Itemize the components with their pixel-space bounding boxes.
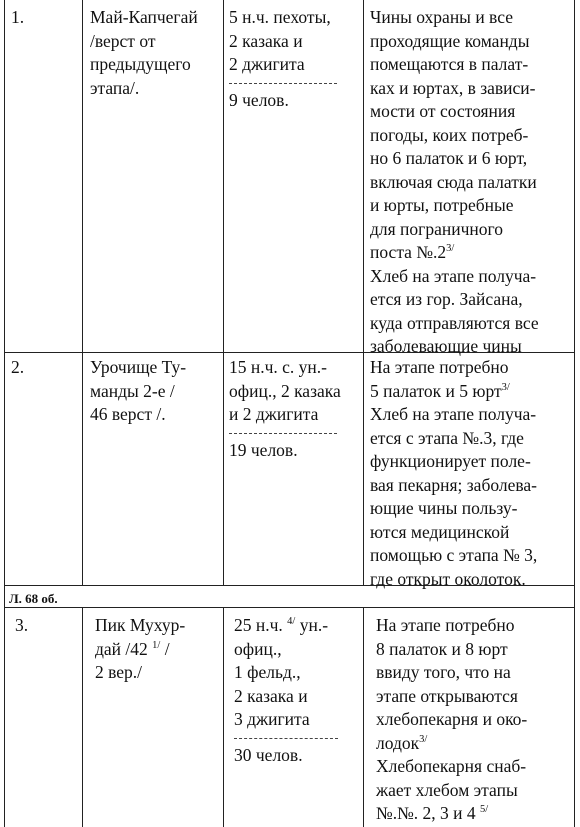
table-border-col1-lower bbox=[82, 607, 83, 827]
table-border-col2-lower bbox=[223, 607, 224, 827]
row2-place: Урочище Ту- манды 2-е / 46 верст /. bbox=[90, 357, 187, 424]
table-border-right bbox=[574, 0, 575, 827]
row2-number: 2. bbox=[11, 357, 25, 377]
row1-number: 1. bbox=[11, 7, 25, 27]
row3-staff-separator bbox=[234, 732, 338, 744]
table-border-col2 bbox=[223, 0, 224, 585]
table-border-col3 bbox=[363, 0, 364, 585]
footnote-ref: 3/ bbox=[501, 381, 510, 393]
fraction-sup: 1/ bbox=[152, 639, 161, 651]
footnote-ref: 3/ bbox=[446, 243, 455, 255]
row-divider-3 bbox=[4, 607, 575, 608]
row1-staff: 5 н.ч. пехоты, 2 казака и 2 джигита 9 челов. bbox=[229, 6, 337, 112]
row3-number: 3. bbox=[15, 615, 29, 635]
archive-sheet-label: Л. 68 об. bbox=[9, 591, 58, 606]
footnote-ref: 5/ bbox=[480, 804, 489, 816]
table-border-left bbox=[4, 0, 5, 827]
footnote-ref: 3/ bbox=[419, 733, 428, 745]
row3-notes: На этапе потребно 8 палаток и 8 юрт ввиду того, что на этапе открываются хлебопекарня и око- лодок$^{3/}$ Хлебопекарня снаб- жает хлебом этапы №.№. 2, 3 и 4 $^{5/}$ bbox=[376, 615, 528, 823]
row2-staff: 15 н.ч. с. ун.- офиц., 2 казака и 2 джигита 19 челов. bbox=[229, 357, 341, 460]
row3-place: Пик Мухур- дай /42 $^{1/}$ / 2 вер./ bbox=[95, 615, 186, 682]
row1-staff-separator bbox=[229, 77, 337, 89]
row1-notes: Чины охраны и все проходящие команды помещаются в палат- ках и юртах, в зависи- мости от состояния погоды, коих потреб- но 6 палаток и 6 юрт, включая сюда палатки и юрты, потребные для пограничного поста $№.2^{3/}$ Хлеб на этапе получа- ется из гор. Зайсана, куда отправляются все заболевающие чины bbox=[370, 7, 539, 356]
row2-notes: На этапе потребно 5 палаток и 5 юрт$^{3/}$ Хлеб на этапе получа- ется с этапа №.3, где функционирует поле- вая пекарня; заболева- ющие чины пользу- ются медицинской помощью с этапа № 3, где открыт околоток. bbox=[370, 357, 538, 589]
table-border-col1 bbox=[82, 0, 83, 585]
row1-place: Май-Капчегай /верст от предыдущего этапа/. bbox=[90, 7, 198, 98]
table-border-col3-lower bbox=[363, 607, 364, 827]
row3-staff: 25 н.ч. $^{4/}$ ун.- офиц., 1 фельд., 2 казака и 3 джигита 30 челов. bbox=[234, 614, 338, 767]
row2-staff-separator bbox=[229, 427, 337, 439]
footnote-ref: 4/ bbox=[287, 616, 296, 628]
